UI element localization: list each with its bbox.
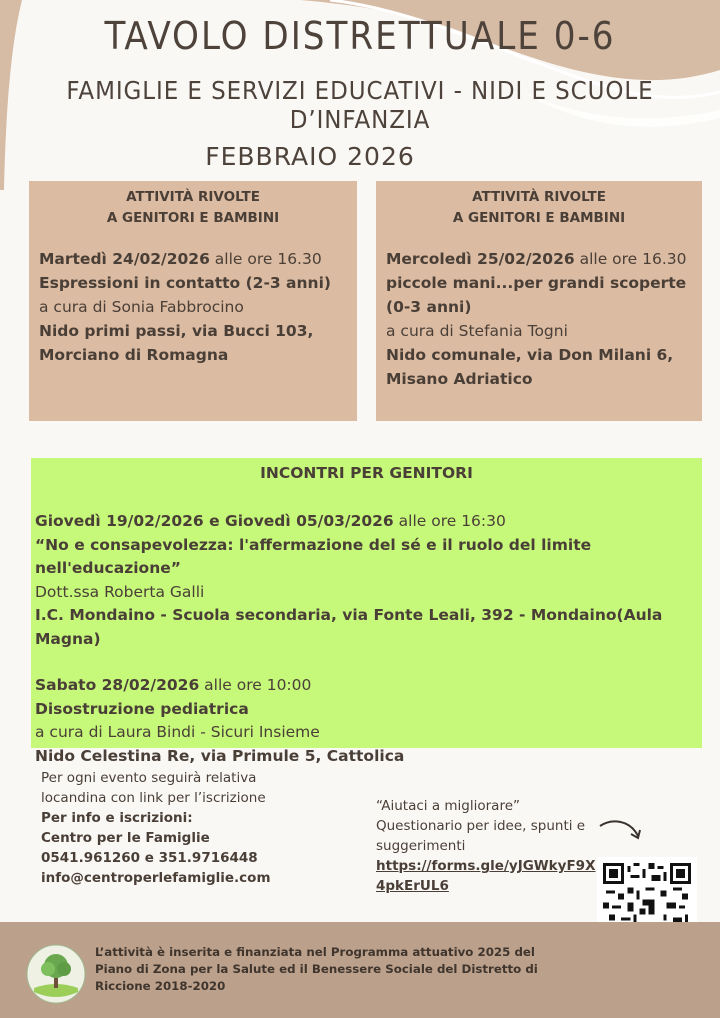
event-place: Nido primi passi, via Bucci 103, Morciano di Romagna bbox=[39, 322, 314, 364]
event-place: I.C. Mondaino - Scuola secondaria, via Fonte Leali, 392 - Mondaino(Aula Magna) bbox=[35, 606, 663, 648]
meeting-item bbox=[35, 510, 698, 651]
page-subtitle: FAMIGLIE E SERVIZI EDUCATIVI - NIDI E SCUOLE D’INFANZIA bbox=[66, 76, 654, 134]
info-label: Per info e iscrizioni: bbox=[41, 810, 193, 826]
event-place: Nido comunale, via Don Milani 6, Misano Adriatico bbox=[386, 346, 674, 388]
event-date-line: Giovedì 19/02/2026 e Giovedì 05/03/2026 alle ore 16:30 bbox=[35, 512, 506, 530]
survey-desc: Questionario per idee, spunti e suggerimenti bbox=[376, 818, 586, 854]
event-date-line: Sabato 28/02/2026 alle ore 10:00 bbox=[35, 676, 312, 694]
activity-card-1 bbox=[29, 181, 357, 421]
page-month: FEBBRAIO 2026 bbox=[205, 142, 415, 171]
activity-card-2 bbox=[376, 181, 702, 421]
event-host: a cura di Laura Bindi - Sicuri Insieme bbox=[35, 723, 320, 741]
title-block bbox=[0, 14, 720, 171]
event-title: Disostruzione pediatrica bbox=[35, 699, 249, 718]
event-host: Dott.ssa Roberta Galli bbox=[35, 582, 205, 601]
tree-logo-icon bbox=[26, 944, 86, 1004]
survey-quote: “Aiutaci a migliorare” bbox=[376, 798, 520, 814]
meetings-list bbox=[35, 510, 698, 768]
info-phones: 0541.961260 e 351.9716448 bbox=[41, 850, 258, 866]
arrow-icon bbox=[598, 818, 644, 846]
survey-link[interactable]: https://forms.gle/yJGWkyF9X4pkErUL6 bbox=[376, 858, 596, 894]
card-body bbox=[386, 247, 692, 391]
page-title: TAVOLO DISTRETTUALE 0-6 bbox=[104, 14, 616, 58]
info-email[interactable]: info@centroperlefamiglie.com bbox=[41, 870, 271, 886]
card-heading: ATTIVITÀ RIVOLTE A GENITORI E BAMBINI bbox=[452, 189, 626, 226]
info-note: Per ogni evento seguirà relativa locandina con link per l’iscrizione bbox=[41, 770, 266, 806]
survey-info bbox=[376, 796, 596, 896]
event-date-line: Mercoledì 25/02/2026 alle ore 16.30 bbox=[386, 250, 687, 268]
event-place: Nido Celestina Re, via Primule 5, Cattolica bbox=[35, 746, 405, 765]
event-title: piccole mani...per grandi scoperte (0-3 anni) bbox=[386, 274, 687, 316]
info-org: Centro per le Famiglie bbox=[41, 830, 210, 846]
footer-text: L’attività è inserita e finanziata nel Programma attuativo 2025 del Piano di Zona per la Salute ed il Benessere Sociale del Distretto di Riccione 2018-2020 bbox=[95, 945, 538, 993]
meeting-item bbox=[35, 674, 698, 768]
parent-meetings-box bbox=[31, 458, 702, 765]
event-date-line: Martedì 24/02/2026 alle ore 16.30 bbox=[39, 250, 322, 268]
card-body bbox=[39, 247, 347, 367]
event-host: a cura di Stefania Togni bbox=[386, 322, 568, 340]
event-host: a cura di Sonia Fabbrocino bbox=[39, 298, 244, 316]
contact-info bbox=[41, 768, 281, 888]
event-title: Espressioni in contatto (2-3 anni) bbox=[39, 274, 331, 292]
meetings-heading: INCONTRI PER GENITORI bbox=[260, 464, 473, 482]
card-heading: ATTIVITÀ RIVOLTE A GENITORI E BAMBINI bbox=[106, 189, 280, 226]
event-title: “No e consapevolezza: l'affermazione del sé e il ruolo del limite nell'educazione” bbox=[35, 535, 592, 577]
